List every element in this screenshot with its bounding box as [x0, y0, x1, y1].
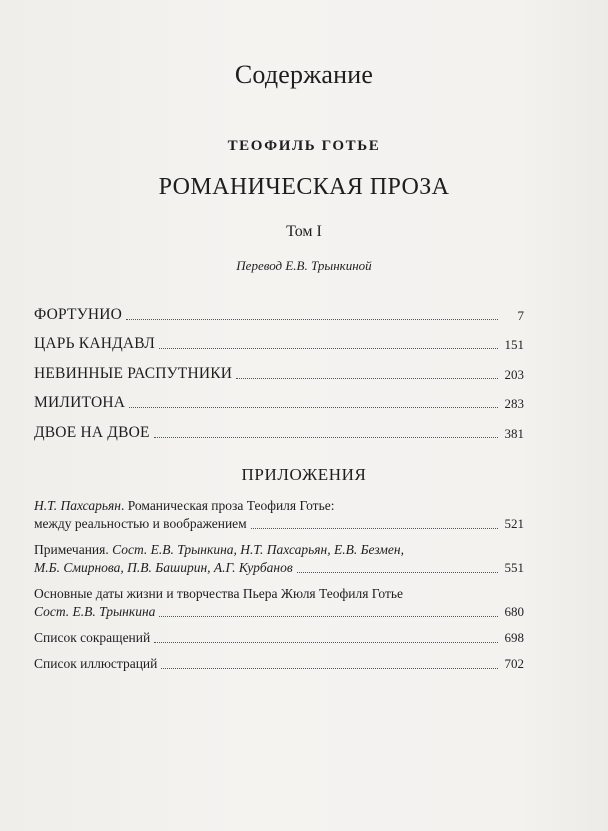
toc-entry-page: 283	[504, 396, 524, 411]
appendix-toc-list	[34, 497, 524, 681]
dot-leader	[129, 407, 498, 408]
appendix-entry-page: 521	[504, 516, 524, 531]
toc-entry[interactable]	[34, 324, 524, 354]
appendix-entry-compilers: Сост. Е.В. Трынкина	[34, 604, 156, 619]
appendix-entry-prefix: Примечания.	[34, 542, 113, 557]
appendix-entry-line1: Основные даты жизни и творчества Пьера Жюля Теофиля Готье	[34, 586, 404, 601]
appendix-entry-page: 698	[504, 630, 524, 645]
toc-entry-title: ДВОЕ НА ДВОЕ	[34, 423, 150, 441]
appendix-entry[interactable]	[34, 541, 524, 577]
toc-entry-page: 381	[504, 425, 524, 441]
toc-entry[interactable]	[34, 353, 524, 383]
toc-entry[interactable]	[34, 383, 524, 413]
toc-entry-title: НЕВИННЫЕ РАСПУТНИКИ	[34, 364, 233, 382]
appendix-entry-author: Н.Т. Пахсарьян	[34, 498, 121, 513]
dot-leader	[154, 437, 498, 438]
appendix-entry-page: 551	[504, 560, 524, 575]
appendix-entry-subtitle: между реальностью и воображением	[34, 516, 247, 531]
dot-leader	[161, 668, 498, 669]
dot-leader	[159, 348, 498, 349]
page-title: Содержание	[234, 60, 374, 89]
appendix-entry[interactable]	[34, 655, 524, 673]
toc-entry-page: 203	[504, 366, 524, 382]
appendix-entry-compilers-cont: М.Б. Смирнова, П.В. Баширин, А.Г. Курбанов	[34, 560, 293, 575]
dot-leader	[251, 528, 498, 529]
dot-leader	[236, 378, 498, 379]
appendix-entry[interactable]	[34, 585, 524, 621]
appendix-entry-line2	[34, 603, 524, 621]
appendix-entry-line1	[34, 497, 524, 515]
translator-credit: Перевод Е.В. Трынкиной	[236, 258, 372, 273]
toc-entry-title: ЦАРЬ КАНДАВЛ	[34, 335, 155, 352]
appendix-entry[interactable]	[34, 497, 524, 533]
author-name: ТЕОФИЛЬ ГОТЬЕ	[227, 138, 381, 154]
dot-leader	[297, 572, 498, 573]
appendix-heading: ПРИЛОЖЕНИЯ	[241, 465, 367, 484]
appendix-entry-line1	[34, 541, 524, 559]
appendix-entry-title: Список иллюстраций	[34, 656, 158, 671]
toc-entry[interactable]	[34, 412, 524, 442]
appendix-entry-title: Список сокращений	[34, 630, 151, 645]
appendix-entry-line2	[34, 559, 524, 577]
appendix-entry-page: 680	[504, 604, 524, 619]
work-title: РОМАНИЧЕСКАЯ ПРОЗА	[158, 174, 450, 200]
toc-entry[interactable]	[34, 294, 524, 324]
toc-entry-title: МИЛИТОНА	[34, 394, 126, 411]
appendix-entry[interactable]	[34, 629, 524, 647]
toc-entry-page: 151	[504, 337, 524, 352]
volume-label: Том I	[286, 223, 322, 240]
appendix-entry-line2	[34, 515, 524, 533]
appendix-entry-compilers: Сост. Е.В. Трынкина, Н.Т. Пахсарьян, Е.В. Безмен,	[112, 542, 404, 557]
appendix-entry-title: . Романическая проза Теофиля Готье:	[120, 498, 335, 513]
appendix-entry-page: 702	[504, 656, 524, 671]
dot-leader	[154, 642, 498, 643]
dot-leader	[159, 616, 498, 617]
dot-leader	[126, 319, 498, 320]
toc-entry-title: ФОРТУНИО	[34, 305, 123, 323]
toc-entry-page: 7	[517, 307, 524, 323]
main-toc-list	[34, 294, 524, 442]
